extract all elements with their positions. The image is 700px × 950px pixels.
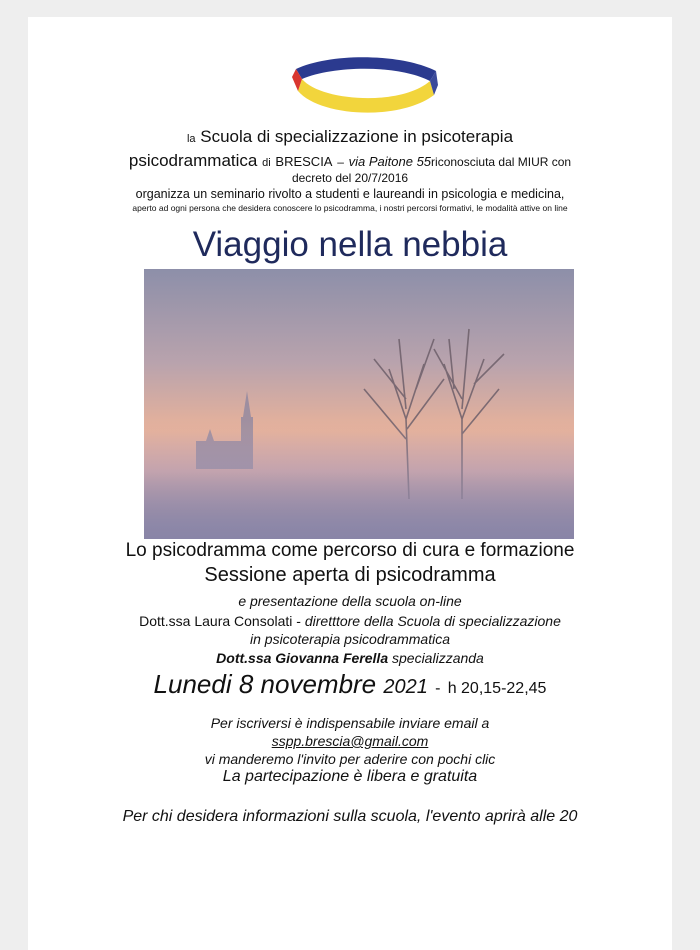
speaker-2 — [28, 650, 672, 666]
presentation-line: e presentazione della scuola on-line — [238, 593, 462, 609]
header-line-2 — [28, 151, 672, 171]
free-participation: La partecipazione è libera e gratuita — [222, 768, 478, 785]
header-di: di — [262, 157, 271, 169]
date-dash: - — [435, 680, 441, 697]
school-logo — [290, 55, 440, 121]
event-title: Viaggio nella nebbia — [192, 225, 508, 264]
subtitle: Lo psicodramma come percorso di cura e formazione — [125, 540, 575, 561]
speaker-1-name: Dott.ssa Laura Consolati - — [139, 613, 301, 629]
registration-email-link[interactable]: sspp.brescia@gmail.com — [271, 733, 429, 749]
date-year: 2021 — [383, 676, 428, 698]
separator: – — [337, 155, 344, 169]
school-name-2: psicodrammatica — [128, 151, 258, 170]
speaker-2-name: Dott.ssa Giovanna Ferella — [216, 650, 389, 666]
speaker-1 — [28, 613, 672, 629]
info-line: Per chi desidera informazioni sulla scuola, l'evento aprirà alle 20 — [122, 808, 578, 825]
event-date — [28, 669, 672, 700]
address: via Paitone 55 — [348, 154, 432, 169]
speaker-1-role: diretttore della Scuola di specializzazione — [304, 613, 561, 629]
flyer-page — [28, 17, 672, 950]
date-day: Lunedi 8 novembre — [153, 669, 377, 699]
recognized: riconosciuta dal MIUR con — [431, 155, 572, 169]
open-to-all-line: aperto ad ogni persona che desidera conoscere lo psicodramma, i nostri percorsi formativi, le modalità attive on line — [132, 203, 568, 213]
seminar-line — [28, 187, 672, 201]
speaker-2-role: specializzanda — [392, 650, 484, 666]
event-hours: h 20,15-22,45 — [447, 680, 547, 697]
seminar-pre: organizza un seminario — [135, 187, 265, 201]
session-title: Sessione aperta di psicodramma — [204, 564, 496, 586]
fog-landscape-image — [144, 269, 574, 539]
registration-line-2: vi manderemo l'invito per aderire con pochi clic — [204, 751, 496, 767]
header-line-1 — [28, 127, 672, 147]
school-name: Scuola di specializzazione in psicoterapia — [200, 127, 514, 146]
header-la: la — [186, 133, 196, 145]
decree-line: decreto del 20/7/2016 — [291, 171, 409, 185]
speaker-1-role-2: in psicoterapia psicodrammatica — [250, 631, 450, 647]
registration-line-1: Per iscriversi è indispensabile inviare email a — [210, 715, 490, 731]
seminar-target: rivolto a studenti e laureandi in psicologia e medicina, — [268, 187, 565, 201]
city: BRESCIA — [275, 154, 333, 169]
